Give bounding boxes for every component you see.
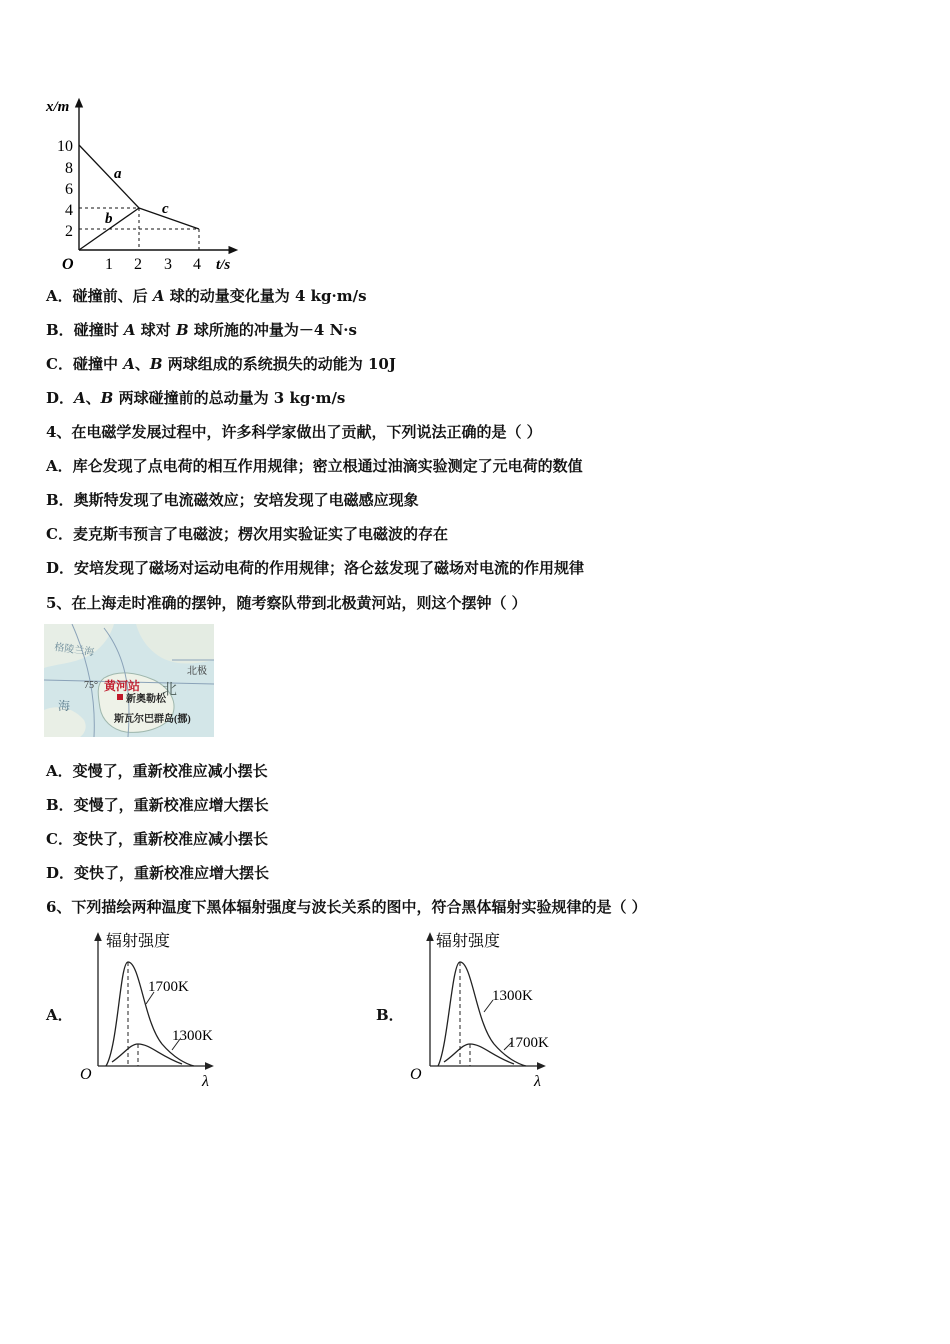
graph-a-high-label: 1700K: [148, 979, 189, 995]
label-c: c: [162, 201, 169, 217]
graph-a-xlabel: λ: [202, 1073, 209, 1090]
map-north-pole-label: 北极: [187, 666, 207, 677]
graph-b-xlabel: λ: [534, 1073, 541, 1090]
q3-option-d: D．A、B 两球碰撞前的总动量为 3 kg·m/s: [46, 389, 346, 407]
y-tick-8: 8: [65, 160, 73, 177]
map-island-label: 斯瓦尔巴群岛(挪): [114, 714, 191, 725]
y-tick-6: 6: [65, 181, 73, 198]
radiation-graph-a: [70, 926, 250, 1096]
q4-option-c: C．麦克斯韦预言了电磁波；楞次用实验证实了电磁波的存在: [46, 525, 448, 543]
map-station-label: 黄河站: [104, 679, 141, 693]
graph-b-ylabel: 辐射强度: [436, 933, 501, 950]
q6-option-b-letter: B．: [376, 1006, 404, 1024]
q4-option-d: D．安培发现了磁场对运动电荷的作用规律；洛仑兹发现了磁场对电流的作用规律: [46, 559, 585, 577]
q5-stem: 5、在上海走时准确的摆钟，随考察队带到北极黄河站，则这个摆钟（ ）: [46, 594, 527, 612]
x-axis-label: t/s: [216, 257, 231, 273]
q6-option-a-letter: A．: [46, 1006, 73, 1024]
y-tick-4: 4: [65, 202, 73, 219]
q3-option-a: A．碰撞前、后 A 球的动量变化量为 4 kg·m/s: [46, 287, 367, 305]
station-marker-icon: [117, 694, 123, 700]
line-a: [79, 145, 139, 208]
map-sea-label: 海: [58, 699, 71, 713]
y-tick-2: 2: [65, 223, 73, 240]
q5-option-d: D．变快了，重新校准应增大摆长: [46, 864, 270, 882]
y-axis-label: x/m: [46, 99, 70, 115]
y-tick-10: 10: [57, 138, 73, 155]
graph-a-high-curve: [106, 962, 194, 1066]
x-tick-1: 1: [105, 256, 113, 273]
q3-option-b: B．碰撞时 A 球对 B 球所施的冲量为－4 N·s: [46, 321, 357, 339]
graph-b-origin: O: [410, 1066, 422, 1083]
x-tick-3: 3: [164, 256, 172, 273]
map-town-label: 新奥勒松: [126, 694, 166, 705]
map-north-label: 北: [162, 682, 178, 698]
q5-option-a: A．变慢了，重新校准应减小摆长: [46, 762, 268, 780]
q6-stem: 6、下列描绘两种温度下黑体辐射强度与波长关系的图中，符合黑体辐射实验规律的是（ ）: [46, 898, 647, 916]
graph-b-high-label: 1300K: [492, 988, 533, 1004]
q4-option-a: A．库仑发现了点电荷的相互作用规律；密立根通过油滴实验测定了元电荷的数值: [46, 457, 583, 475]
q3-option-c: C．碰撞中 A、B 两球组成的系统损失的动能为 10J: [46, 355, 396, 373]
radiation-graph-b: [400, 926, 580, 1096]
graph-a-low-label: 1300K: [172, 1028, 213, 1044]
q4-option-b: B．奥斯特发现了电流磁效应；安培发现了电磁感应现象: [46, 491, 419, 509]
x-tick-2: 2: [134, 256, 142, 273]
xt-graph: [44, 96, 244, 278]
label-b: b: [105, 211, 113, 227]
origin-label: O: [62, 256, 74, 273]
graph-a-origin: O: [80, 1066, 92, 1083]
q5-option-b: B．变慢了，重新校准应增大摆长: [46, 796, 269, 814]
q4-stem: 4、在电磁学发展过程中，许多科学家做出了贡献，下列说法正确的是（ ）: [46, 423, 542, 441]
map-sea2-label: 格陵兰海: [53, 642, 95, 659]
map-latitude-label: 75°: [84, 680, 98, 691]
svalbard-map: [44, 624, 214, 737]
label-a: a: [114, 166, 122, 182]
line-c: [139, 208, 199, 229]
graph-b-low-label: 1700K: [508, 1035, 549, 1051]
graph-a-ylabel: 辐射强度: [106, 933, 171, 950]
q5-option-c: C．变快了，重新校准应减小摆长: [46, 830, 268, 848]
x-tick-4: 4: [193, 256, 201, 273]
